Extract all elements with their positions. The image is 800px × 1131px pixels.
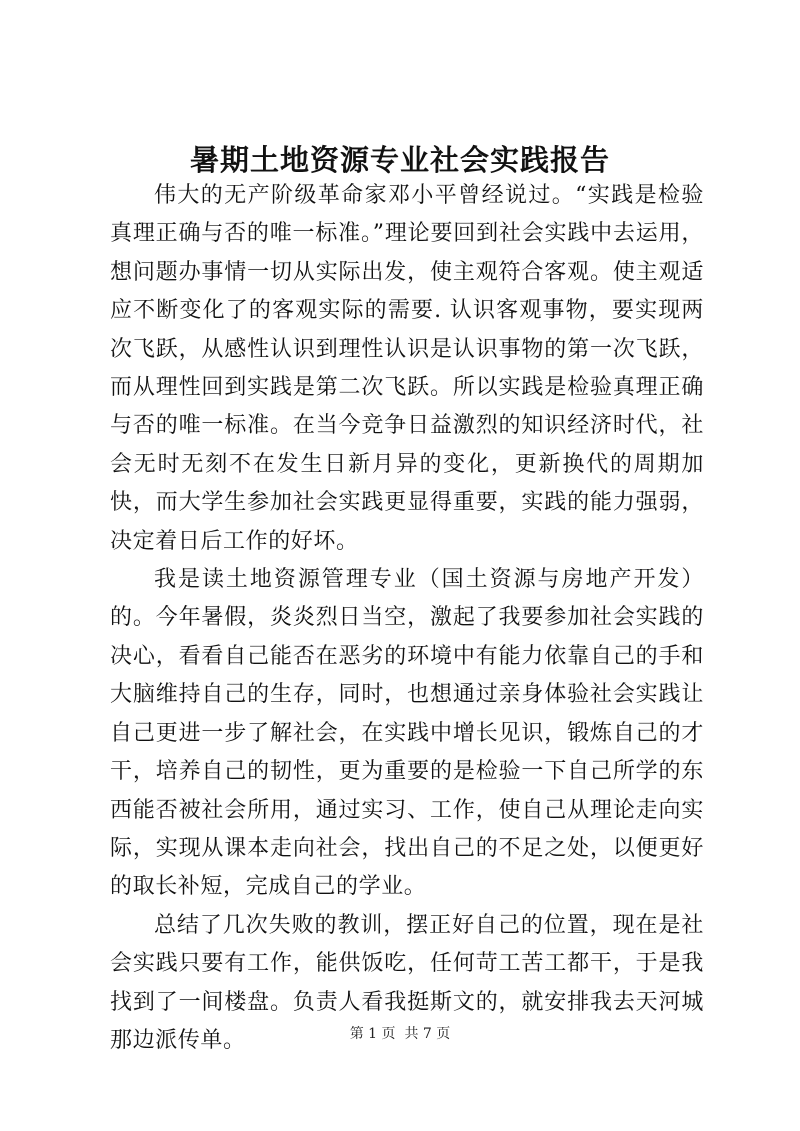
paragraph-3: 总结了几次失败的教训，摆正好自己的位置，现在是社会实践只要有工作，能供饭吃，任何苛工苦工都干，于是我找到了一间楼盘。负责人看我挺斯文的，就安排我去天河城那边派传单。	[110, 912, 704, 1053]
paragraph-1: 伟大的无产阶级革命家邓小平曾经说过。“实践是检验真理正确与否的唯一标准。”理论要回到社会实践中去运用，想问题办事情一切从实际出发，使主观符合客观。使主观适应不断变化了的客观实际的需要. 认识客观事物，要实现两次飞跃，从感性认识到理性认识是认识事物的第一次飞跃，而从理性回到实践是第二次飞跃。所以实践是检验真理正确与否的唯一标准。在当今竞争日益激烈的知识经济时代，社会无时无刻不在发生日新月异的变化，更新换代的周期加快，而大学生参加社会实践更显得重要，实践的能力强弱，决定着日后工作的好坏。	[110, 183, 704, 554]
document-title: 暑期土地资源专业社会实践报告	[189, 143, 610, 177]
paragraph-2: 我是读土地资源管理专业（国土资源与房地产开发）的。今年暑假，炎炎烈日当空，激起了我要参加社会实践的决心，看看自己能否在恶劣的环境中有能力依靠自己的手和大脑维持自己的生存，同时，也想通过亲身体验社会实践让自己更进一步了解社会，在实践中增长见识，锻炼自己的才干，培养自己的韧性，更为重要的是检验一下自己所学的东西能否被社会所用，通过实习、工作，使自己从理论走向实际，实现从课本走向社会，找出自己的不足之处，以便更好的取长补短，完成自己的学业。	[110, 567, 704, 900]
page-number-footer: 第 1 页 共 7 页	[349, 1026, 451, 1042]
document-body	[110, 177, 704, 1060]
